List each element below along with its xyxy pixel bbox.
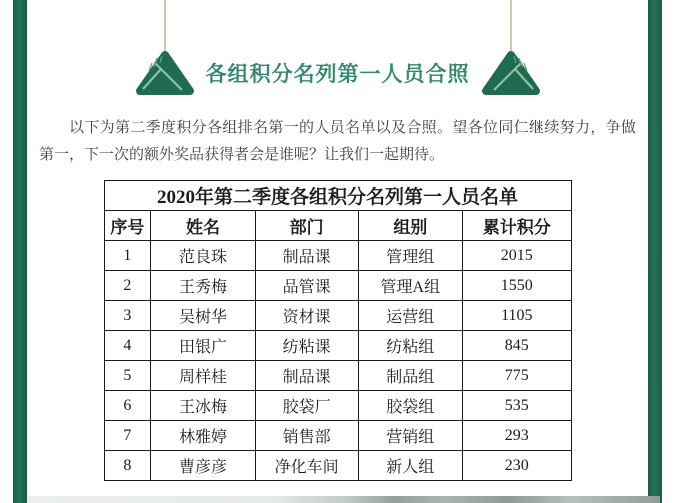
- cell-name: 曹彦彦: [151, 451, 256, 481]
- table-row: [104, 241, 571, 271]
- cell-name: 田银广: [151, 331, 256, 361]
- cell-index: 3: [104, 301, 151, 331]
- col-header-department: 部门: [255, 211, 358, 241]
- cell-name: 王秀梅: [151, 271, 256, 301]
- cell-points: 775: [463, 361, 571, 391]
- col-header-name: 姓名: [151, 211, 256, 241]
- col-header-points: 累计积分: [463, 211, 571, 241]
- cell-group: 营销组: [358, 421, 463, 451]
- table-row: [104, 271, 571, 301]
- table-row: [104, 361, 571, 391]
- table-row: [104, 421, 571, 451]
- table-caption-row: [104, 181, 571, 211]
- cell-group: 制品组: [358, 361, 463, 391]
- cell-department: 胶袋厂: [255, 391, 358, 421]
- left-green-bar: [13, 0, 27, 503]
- cell-name: 范良珠: [151, 241, 256, 271]
- cell-points: 293: [463, 421, 571, 451]
- cell-department: 品管课: [255, 271, 358, 301]
- page-title: 各组积分名列第一人员合照: [205, 63, 470, 86]
- table-row: [104, 301, 571, 331]
- cell-name: 王冰梅: [151, 391, 256, 421]
- cell-department: 制品课: [255, 361, 358, 391]
- cell-index: 2: [104, 271, 151, 301]
- cell-points: 1105: [463, 301, 571, 331]
- cell-name: 林雅婷: [151, 421, 256, 451]
- intro-paragraph: 以下为第二季度积分各组排名第一的人员名单以及合照。望各位同仁继续努力，争做第一，下一次的额外奖品获得者会是谁呢？让我们一起期待。: [39, 119, 636, 163]
- cell-department: 制品课: [255, 241, 358, 271]
- cell-name: 吴树华: [151, 301, 256, 331]
- col-header-index: 序号: [104, 211, 151, 241]
- cell-index: 6: [104, 391, 151, 421]
- cell-index: 1: [104, 241, 151, 271]
- cell-index: 8: [104, 451, 151, 481]
- cell-index: 5: [104, 361, 151, 391]
- cell-group: 管理组: [358, 241, 463, 271]
- cell-group: 胶袋组: [358, 391, 463, 421]
- cell-points: 2015: [463, 241, 571, 271]
- article-content: [27, 0, 648, 503]
- cell-group: 纺粘组: [358, 331, 463, 361]
- table-row: [104, 391, 571, 421]
- table-row: [104, 331, 571, 361]
- cell-department: 净化车间: [255, 451, 358, 481]
- section-header: [27, 0, 648, 98]
- cell-points: 845: [463, 331, 571, 361]
- table-caption: 2020年第二季度各组积分名列第一人员名单: [104, 181, 571, 211]
- cell-index: 7: [104, 421, 151, 451]
- cell-name: 周样桂: [151, 361, 256, 391]
- cell-department: 销售部: [255, 421, 358, 451]
- cell-index: 4: [104, 331, 151, 361]
- cell-group: 运营组: [358, 301, 463, 331]
- cell-points: 535: [463, 391, 571, 421]
- col-header-group: 组别: [358, 211, 463, 241]
- cell-points: 1550: [463, 271, 571, 301]
- zongzi-icon-right: [480, 0, 542, 98]
- zongzi-icon-left: [134, 0, 196, 98]
- cell-points: 230: [463, 451, 571, 481]
- table-header-row: [104, 211, 571, 241]
- cell-department: 纺粘课: [255, 331, 358, 361]
- cell-group: 新人组: [358, 451, 463, 481]
- right-green-bar: [648, 0, 662, 503]
- cell-department: 资材课: [255, 301, 358, 331]
- ranking-table: [104, 180, 572, 481]
- photo-top-edge: [28, 496, 660, 503]
- cell-group: 管理A组: [358, 271, 463, 301]
- table-row: [104, 451, 571, 481]
